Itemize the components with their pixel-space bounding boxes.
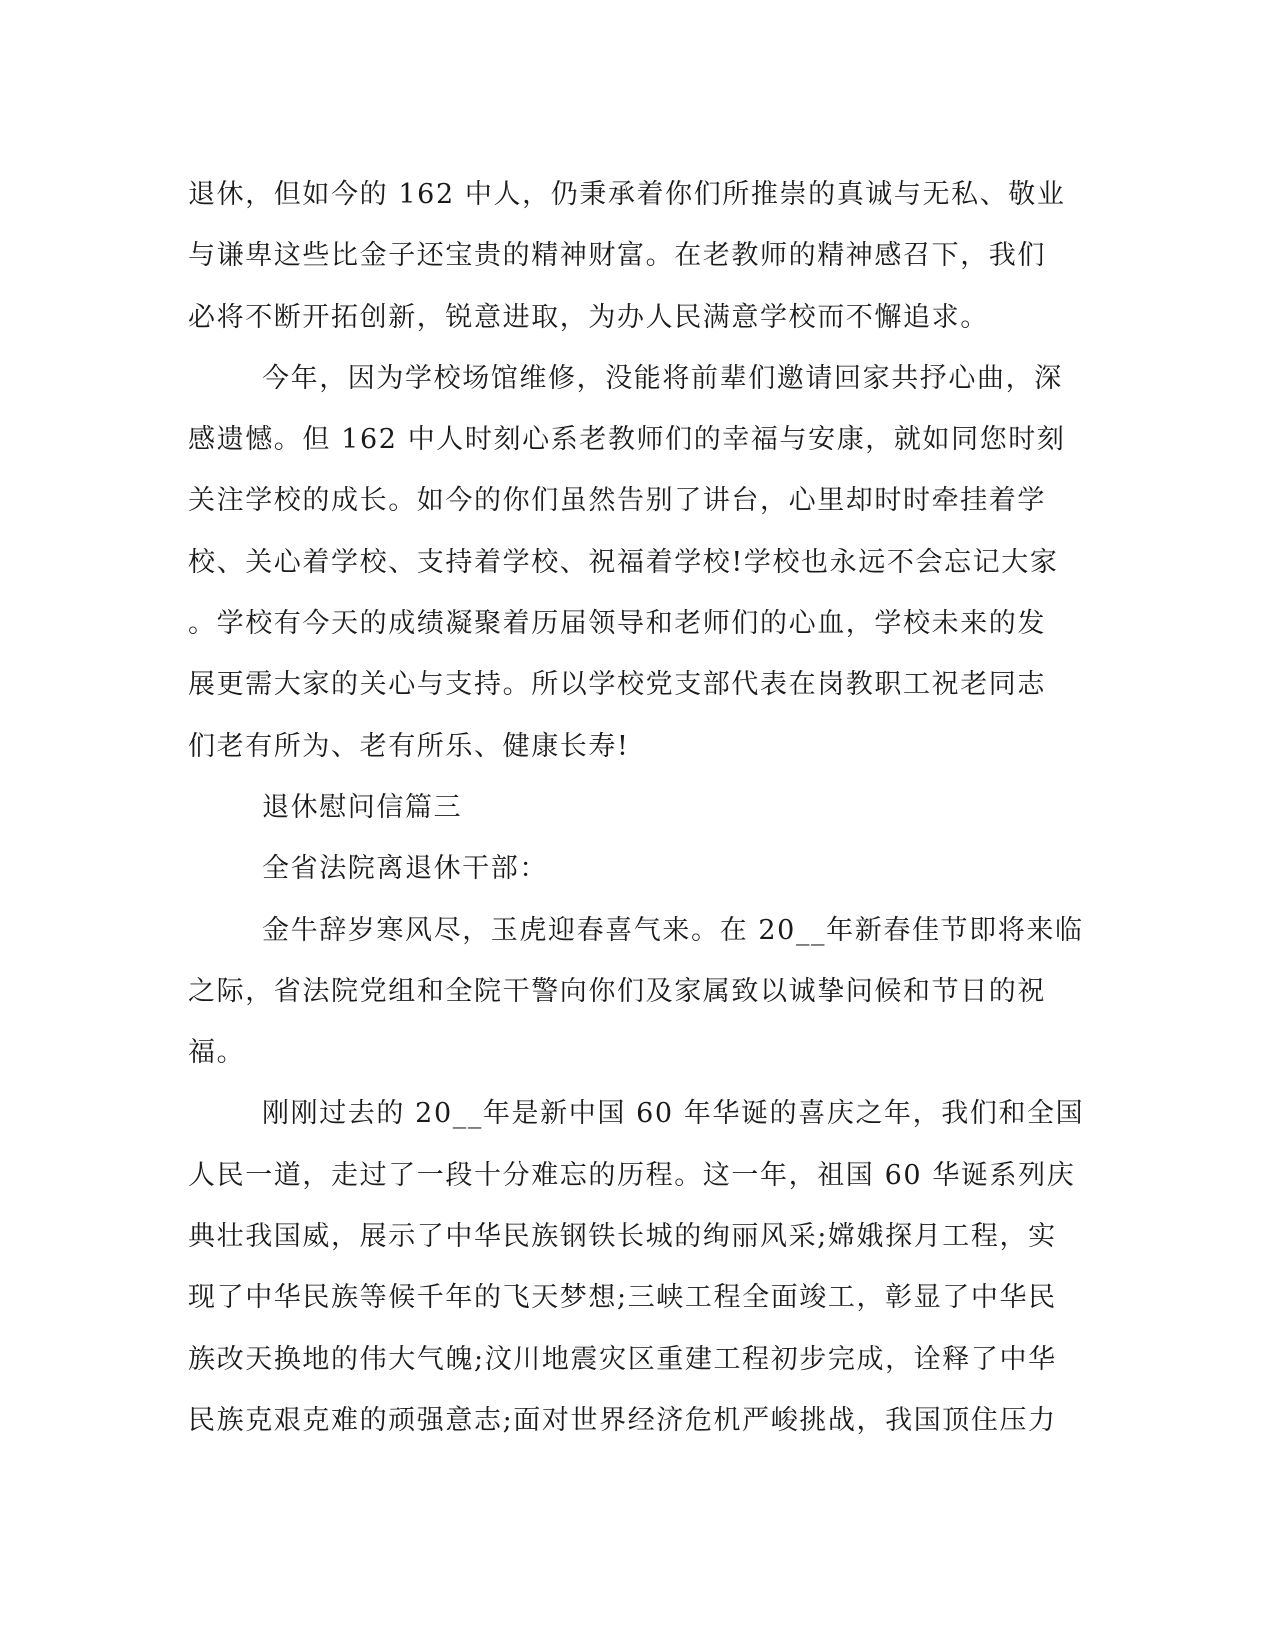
section-heading: 退休慰问信篇三 bbox=[262, 791, 463, 823]
text-line: 校、关心着学校、支持着学校、祝福着学校!学校也永远不会忘记大家 bbox=[188, 546, 1059, 578]
text-line: 感遗憾。但 162 中人时刻心系老教师们的幸福与安康，就如同您时刻 bbox=[188, 424, 1066, 456]
text-line: 典壮我国威，展示了中华民族钢铁长城的绚丽风采;嫦娥探月工程，实 bbox=[188, 1221, 1057, 1253]
salutation: 全省法院离退休干部： bbox=[262, 853, 548, 885]
text-line: 展更需大家的关心与支持。所以学校党支部代表在岗教职工祝老同志 bbox=[188, 669, 1046, 701]
text-line: 。学校有今天的成绩凝聚着历届领导和老师们的心血，学校未来的发 bbox=[188, 608, 1046, 640]
paragraph-start-line: 今年，因为学校场馆维修，没能将前辈们邀请回家共抒心曲，深 bbox=[262, 362, 1063, 394]
text-line: 人民一道，走过了一段十分难忘的历程。这一年，祖国 60 华诞系列庆 bbox=[188, 1159, 1076, 1191]
text-line: 必将不断开拓创新，锐意进取，为办人民满意学校而不懈追求。 bbox=[188, 301, 989, 333]
text-line: 民族克艰克难的顽强意志;面对世界经济危机严峻挑战，我国顶住压力 bbox=[188, 1404, 1057, 1436]
text-line: 现了中华民族等候千年的飞天梦想;三峡工程全面竣工，彰显了中华民 bbox=[188, 1282, 1057, 1314]
text-line: 福。 bbox=[188, 1037, 246, 1069]
text-line: 与谦卑这些比金子还宝贵的精神财富。在老教师的精神感召下，我们 bbox=[188, 240, 1046, 272]
text-line: 之际，省法院党组和全院干警向你们及家属致以诚挚问候和节日的祝 bbox=[188, 975, 1046, 1007]
text-line: 关注学校的成长。如今的你们虽然告别了讲台，心里却时时牵挂着学 bbox=[188, 485, 1046, 517]
paragraph-start-line: 刚刚过去的 20__年是新中国 60 年华诞的喜庆之年，我们和全国 bbox=[262, 1098, 1085, 1130]
text-line: 退休，但如今的 162 中人，仍秉承着你们所推崇的真诚与无私、敬业 bbox=[188, 179, 1066, 210]
text-line: 们老有所为、老有所乐、健康长寿! bbox=[188, 730, 630, 762]
paragraph-start-line: 金牛辞岁寒风尽，玉虎迎春喜气来。在 20__年新春佳节即将来临 bbox=[262, 914, 1084, 946]
text-line: 族改天换地的伟大气魄;汶川地震灾区重建工程初步完成，诠释了中华 bbox=[188, 1343, 1057, 1375]
document-body bbox=[188, 164, 1088, 1451]
